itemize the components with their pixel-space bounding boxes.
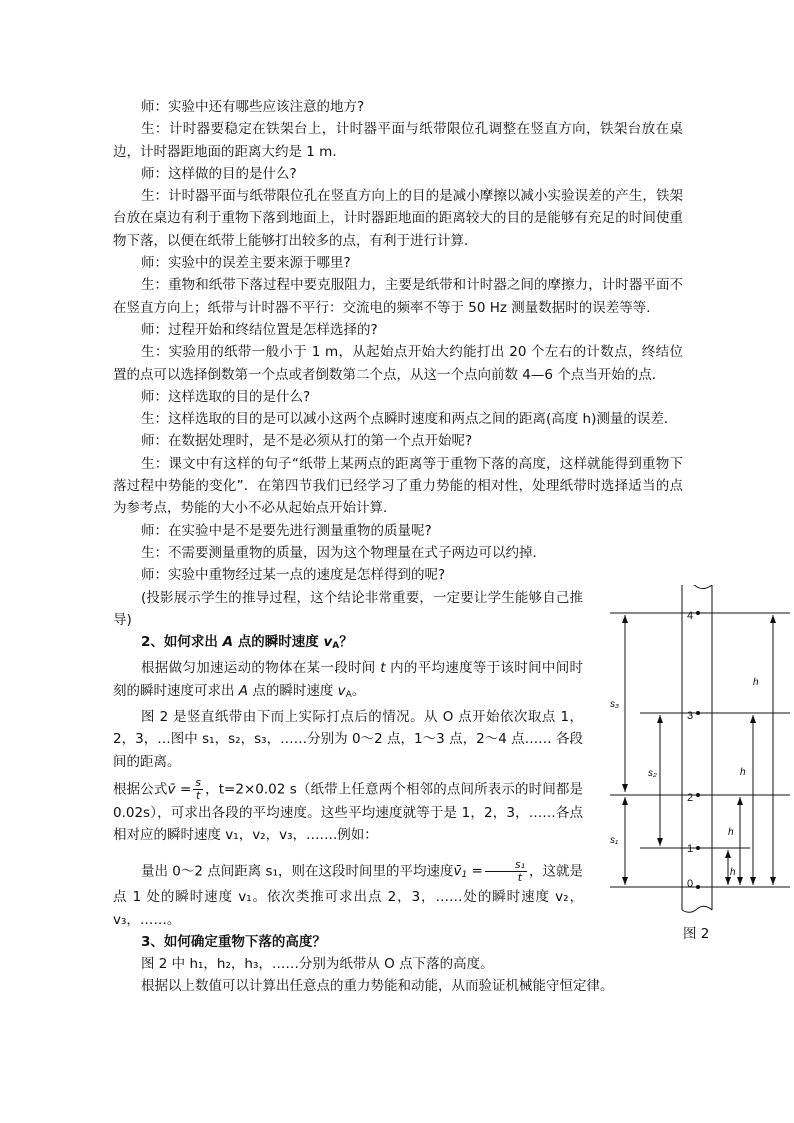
paragraph: 师：实验中的误差主要来源于哪里? <box>141 255 351 272</box>
h-label: h <box>740 767 746 778</box>
section-3-heading: 3、如何确定重物下落的高度？ <box>141 933 326 950</box>
paragraph: 生：计时器要稳定在铁架台上，计时器平面与纸带限位孔调整在竖直方向，铁架台放在桌边，计时器距地面的距离大约是 1 m． <box>113 121 683 160</box>
paragraph: 根据公式v̄ = $\frac{s}{t}$ ，t=2×0.02 s（纸带上任意两个相邻的点间所表示的时间都是 0.02s），可求出各段的平均速度。这些平均速度就等于是 1，2，3，……各点相对应的瞬时速度 v₁，v₂，v₃，…….例如： <box>113 775 584 844</box>
paragraph: 生：计时器平面与纸带限位孔在竖直方向上的目的是减小摩擦以减小实验误差的产生，铁架台放在桌边有利于重物下落到地面上，计时器距地面的距离较大的目的是能够有充足的时间使重物下落，以便在纸带上能够打出较多的点，有利于进行计算． <box>113 188 683 249</box>
point-label-1: 1 <box>687 843 694 855</box>
formula-fraction: $\frac{s}{t}$ <box>195 775 201 802</box>
paragraph: 师：实验中还有哪些应该注意的地方? <box>141 99 365 115</box>
paragraph: 生：这样选取的目的是可以减小这两个点瞬时速度和两点之间的距离(高度 h)测量的误差． <box>141 411 678 428</box>
paragraph: 师：这样做的目的是什么? <box>141 165 297 182</box>
paragraph: 师：在实验中是不是要先进行测量重物的质量呢? <box>141 522 432 539</box>
paragraph: 根据以上数值可以计算出任意点的重力势能和动能，从而验证机械能守恒定律。 <box>141 978 614 995</box>
paragraph: 图 2 中 h₁，h₂，h₃，……分别为纸带从 O 点下落的高度。 <box>141 956 494 973</box>
point-label-4: 4 <box>687 610 694 622</box>
s3-label: s₃ <box>610 699 619 710</box>
paragraph: 师：这样选取的目的是什么? <box>141 388 311 405</box>
paragraph: 师：过程开始和终结位置是怎样选择的? <box>141 321 378 338</box>
paragraph: 师：在数据处理时，是不是必须从打的第一个点开始呢? <box>141 433 473 450</box>
paragraph: 师：实验中重物经过某一点的速度是怎样得到的呢? <box>141 567 446 584</box>
point-label-3: 3 <box>687 710 694 722</box>
paragraph: 量出 0～2 点间距离 s₁，则在这段时间里的平均速度$v̄_1$ = $\frac{\text{s₁}}{t}$ ，这就是点 1 处的瞬时速度 v₁。依次类推可求出点 2，3，……处的瞬时速度 v₂，v₃，……。 <box>113 857 584 928</box>
paragraph: 生：课文中有这样的句子“纸带上某两点的距离等于重物下落的高度，这样就能得到重物下落过程中势能的变化”．在第四节我们已经学习了重力势能的相对性，处理纸带时选择适当的点为参考点，势能的大小不必从起始点开始计算． <box>113 455 683 517</box>
figure-caption: 图 2 <box>683 926 710 942</box>
paragraph: 生：实验用的纸带一般小于 1 m，从起始点开始大约能打出 20 个左右的计数点，终结位置的点可以选择倒数第一个点或者倒数第二个点，从这一个点向前数 4—6 个点当开始的点． <box>113 344 683 383</box>
paper-tape-figure <box>590 585 790 945</box>
paragraph: 生：不需要测量重物的质量，因为这个物理量在式子两边可以约掉． <box>141 544 546 561</box>
paragraph: (投影展示学生的推导过程，这个结论非常重要，一定要让学生能够自己推导) <box>113 589 583 628</box>
s1-label: s₁ <box>610 835 619 846</box>
h-label: h <box>753 677 759 688</box>
point-label-0: 0 <box>687 878 694 890</box>
s2-label: s₂ <box>648 768 657 779</box>
formula-fraction: $\frac{\text{s₁}}{t}$ <box>485 859 527 884</box>
h-label: h <box>730 867 736 878</box>
paragraph: 生：重物和纸带下落过程中要克服阻力，主要是纸带和计时器之间的摩擦力，计时器平面不在竖直方向上；纸带与计时器不平行：交流电的频率不等于 50 Hz 测量数据时的误差等等． <box>113 277 683 316</box>
h-label: h <box>728 827 734 838</box>
paragraph: 根据做匀加速运动的物体在某一段时间 t 内的平均速度等于该时间中间时刻的瞬时速度可求出 A 点的瞬时速度 $v_A$。 <box>113 660 583 700</box>
point-label-2: 2 <box>687 792 694 804</box>
section-2-heading: 2、如何求出 A 点的瞬时速度 $v_A$？ <box>141 634 353 652</box>
paragraph: 图 2 是竖直纸带由下而上实际打点后的情况。从 O 点开始依次取点 1，2，3，…图中 s₁，s₂，s₃，……分别为 0～2 点，1～3 点，2～4 点…… 各段间的距离。 <box>113 709 583 770</box>
